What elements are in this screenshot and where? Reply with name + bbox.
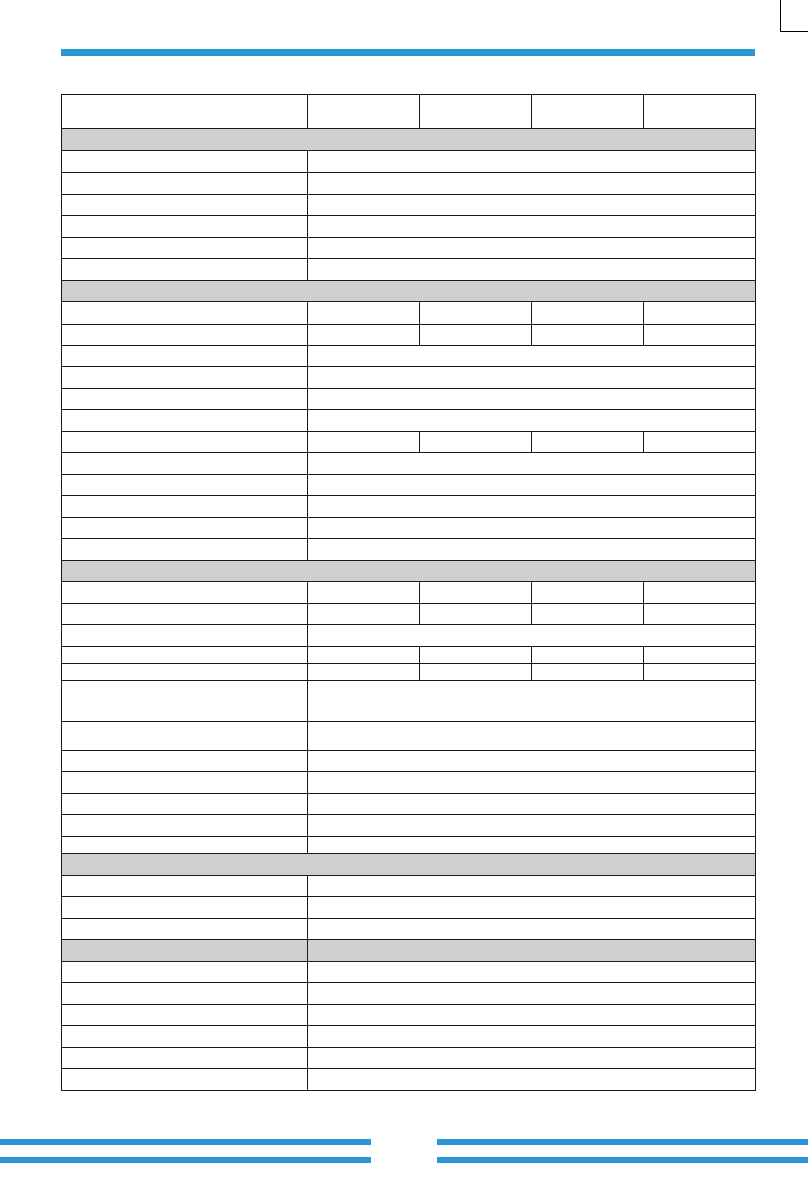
table-row [62,216,756,238]
table-row [62,539,756,561]
table-row [62,1069,756,1091]
row-value [308,837,756,854]
row-value [308,794,756,815]
footer-stripe-right-upper [437,1139,808,1145]
row-value [532,582,644,604]
section-header-row [62,281,756,302]
row-label [62,216,308,238]
table-row [62,876,756,897]
row-label [62,195,308,216]
table-row [62,681,756,722]
row-label [62,259,308,281]
table-row [62,837,756,854]
section-title [62,940,308,962]
spec-table [61,94,756,1091]
row-value [308,151,756,173]
row-label [62,1069,308,1091]
table-row [62,367,756,389]
table-row [62,453,756,475]
row-value [308,625,756,647]
row-value [308,238,756,259]
row-value [532,302,644,325]
row-value [308,647,420,664]
row-label [62,1048,308,1069]
row-label [62,367,308,389]
table-row [62,346,756,367]
row-value [308,389,756,410]
row-label [62,151,308,173]
header-cell [532,95,644,129]
table-row [62,173,756,195]
row-value [420,325,532,346]
table-row [62,475,756,496]
row-value [308,962,756,983]
row-value [308,410,756,432]
row-label [62,815,308,837]
table-row [62,1026,756,1048]
row-label [62,962,308,983]
table-row [62,751,756,772]
section-header-row [62,940,756,962]
header-cell [644,95,756,129]
row-value [420,302,532,325]
row-value [644,582,756,604]
table-row [62,410,756,432]
row-label [62,582,308,604]
row-value [308,664,420,681]
table-row [62,259,756,281]
row-value [308,1048,756,1069]
section-title [62,281,756,302]
row-label [62,772,308,794]
row-label [62,539,308,561]
table-row [62,302,756,325]
crop-mark-right [780,31,808,32]
section-value [308,940,756,962]
header-cell [308,95,420,129]
row-label [62,496,308,518]
row-value [420,432,532,453]
row-value [532,325,644,346]
crop-mark-top [780,0,781,32]
row-value [308,604,420,625]
row-value [308,302,420,325]
row-value [308,1069,756,1091]
row-label [62,837,308,854]
row-value [308,681,756,722]
table-row [62,962,756,983]
row-value [308,876,756,897]
section-title [62,854,756,876]
table-row [62,919,756,940]
row-value [308,919,756,940]
row-value [308,815,756,837]
row-label [62,325,308,346]
row-value [308,1005,756,1026]
table-row [62,1005,756,1026]
table-row [62,582,756,604]
row-value [308,897,756,919]
table-row [62,195,756,216]
row-value [532,647,644,664]
row-value [532,604,644,625]
row-value [644,604,756,625]
table-row [62,432,756,453]
table-row [62,983,756,1005]
header-cell [420,95,532,129]
row-value [308,475,756,496]
table-row [62,897,756,919]
row-label [62,1005,308,1026]
row-value [420,664,532,681]
section-header-row [62,854,756,876]
row-value [532,432,644,453]
row-value [420,582,532,604]
row-value [308,722,756,751]
row-label [62,173,308,195]
row-value [308,983,756,1005]
row-label [62,625,308,647]
row-label [62,432,308,453]
row-label [62,897,308,919]
row-label [62,681,308,722]
table-row [62,496,756,518]
table-row [62,647,756,664]
section-title [62,561,756,582]
row-label [62,983,308,1005]
table-row [62,664,756,681]
row-value [308,432,420,453]
row-label [62,647,308,664]
table-row [62,794,756,815]
row-value [308,539,756,561]
table-row [62,625,756,647]
table-row [62,389,756,410]
footer-stripe-left-lower [0,1157,371,1163]
row-label [62,453,308,475]
table-row [62,815,756,837]
row-value [644,302,756,325]
row-value [308,453,756,475]
row-value [308,582,420,604]
row-value [308,518,756,539]
header-cell [62,95,308,129]
table-row [62,1048,756,1069]
row-label [62,475,308,496]
row-value [420,647,532,664]
table-header-row [62,95,756,129]
row-label [62,1026,308,1048]
row-label [62,518,308,539]
section-header-row [62,561,756,582]
row-label [62,794,308,815]
footer-stripe-left-upper [0,1139,371,1145]
row-value [532,664,644,681]
table-row [62,722,756,751]
row-label [62,389,308,410]
row-value [308,325,420,346]
row-value [308,216,756,238]
table-row [62,325,756,346]
row-value [308,346,756,367]
row-label [62,302,308,325]
row-value [644,664,756,681]
row-value [644,432,756,453]
row-value [308,1026,756,1048]
row-label [62,238,308,259]
row-label [62,722,308,751]
row-value [308,173,756,195]
header-rule [61,49,755,56]
row-value [644,647,756,664]
row-label [62,346,308,367]
table-row [62,238,756,259]
table-row [62,772,756,794]
row-label [62,604,308,625]
row-value [644,325,756,346]
section-header-row [62,129,756,151]
table-row [62,518,756,539]
footer-stripe-right-lower [437,1157,808,1163]
table-row [62,151,756,173]
row-value [308,772,756,794]
row-value [308,496,756,518]
row-value [308,751,756,772]
row-value [420,604,532,625]
row-label [62,751,308,772]
row-value [308,195,756,216]
row-value [308,367,756,389]
section-title [62,129,756,151]
row-label [62,876,308,897]
row-label [62,664,308,681]
row-label [62,410,308,432]
row-label [62,919,308,940]
row-value [308,259,756,281]
table-row [62,604,756,625]
